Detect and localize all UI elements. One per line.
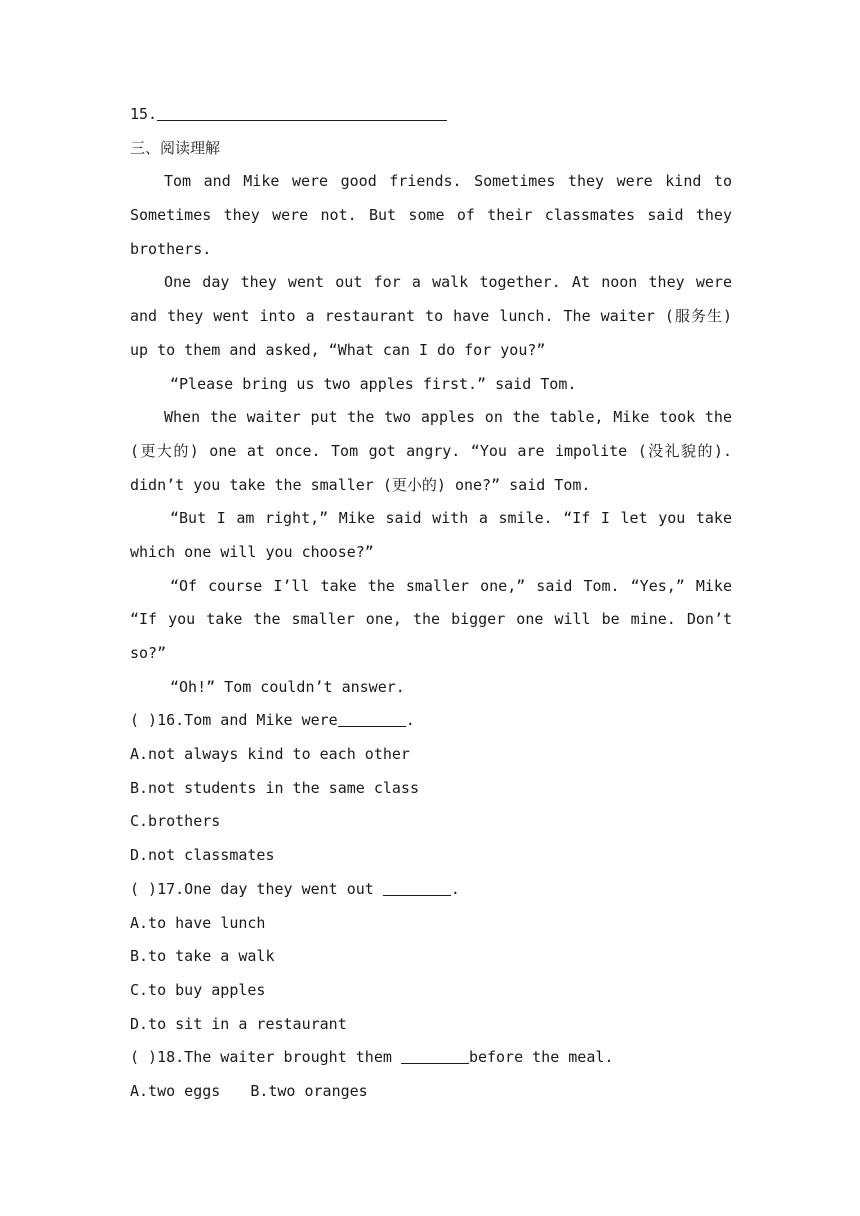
option-a: A.to have lunch	[130, 913, 266, 932]
question-stem-text: ( )18.The waiter brought them	[130, 1048, 401, 1067]
passage-line: didn’t you take the smaller (更小的) one?” said Tom.	[130, 475, 591, 494]
answer-blank	[383, 878, 451, 896]
question-stem-text: ( )17.One day they went out	[130, 879, 383, 898]
question-stem-suffix: .	[405, 711, 415, 730]
passage-line: and they went into a restaurant to have lunch. The waiter (服务生)	[130, 307, 732, 326]
passage-line: “But I am right,” Mike said with a smile. “If I let you take	[170, 509, 732, 528]
passage-line: “If you take the smaller one, the bigger one will be mine. Don’t	[130, 610, 732, 629]
question-15-line	[130, 98, 732, 132]
question-stem-suffix: before the meal.	[468, 1048, 614, 1067]
passage-line: so?”	[130, 644, 167, 662]
passage-line: which one will you choose?”	[130, 542, 374, 561]
document-page	[130, 98, 732, 1109]
option-d: D.not classmates	[130, 846, 275, 865]
option-b: B.not students in the same class	[130, 778, 419, 797]
options-row	[130, 1075, 732, 1109]
passage-line: (更大的) one at once. Tom got angry. “You are impolite (没礼貌的).	[130, 441, 732, 460]
option-d: D.to sit in a restaurant	[130, 1014, 347, 1033]
passage-line: “Oh!” Tom couldn’t answer.	[170, 677, 405, 696]
question-15-answer-blank	[157, 103, 447, 121]
passage-line: When the waiter put the two apples on the table, Mike took the	[164, 408, 732, 427]
question-stem	[130, 704, 732, 738]
passage-line: up to them and asked, “What can I do for you?”	[130, 340, 546, 359]
passage-line: Sometimes they were not. But some of their classmates said they	[130, 206, 732, 225]
passage-line: Tom and Mike were good friends. Sometimes they were kind to	[164, 172, 732, 191]
question-16	[130, 704, 732, 872]
question-17	[130, 873, 732, 1041]
question-15-number: 15.	[130, 105, 158, 123]
option-c: C.brothers	[130, 812, 221, 831]
question-18	[130, 1041, 732, 1108]
passage-line: brothers.	[130, 239, 212, 258]
question-stem	[130, 873, 732, 907]
option-b: B.two oranges	[250, 1081, 368, 1100]
option-b: B.to take a walk	[130, 947, 275, 966]
question-stem-suffix: .	[450, 879, 460, 898]
reading-passage	[130, 165, 732, 704]
question-stem-text: ( )16.Tom and Mike were	[130, 711, 338, 730]
answer-blank	[401, 1046, 469, 1064]
question-stem	[130, 1041, 732, 1075]
passage-line: “Of course I’ll take the smaller one,” said Tom. “Yes,” Mike	[170, 576, 732, 595]
option-a: A.two eggs	[130, 1081, 221, 1100]
option-c: C.to buy apples	[130, 980, 266, 999]
passage-line: “Please bring us two apples first.” said Tom.	[170, 374, 577, 393]
answer-blank	[338, 709, 406, 727]
passage-line: One day they went out for a walk together. At noon they were	[164, 273, 732, 292]
section-title: 三、阅读理解	[130, 138, 221, 157]
option-a: A.not always kind to each other	[130, 745, 410, 764]
